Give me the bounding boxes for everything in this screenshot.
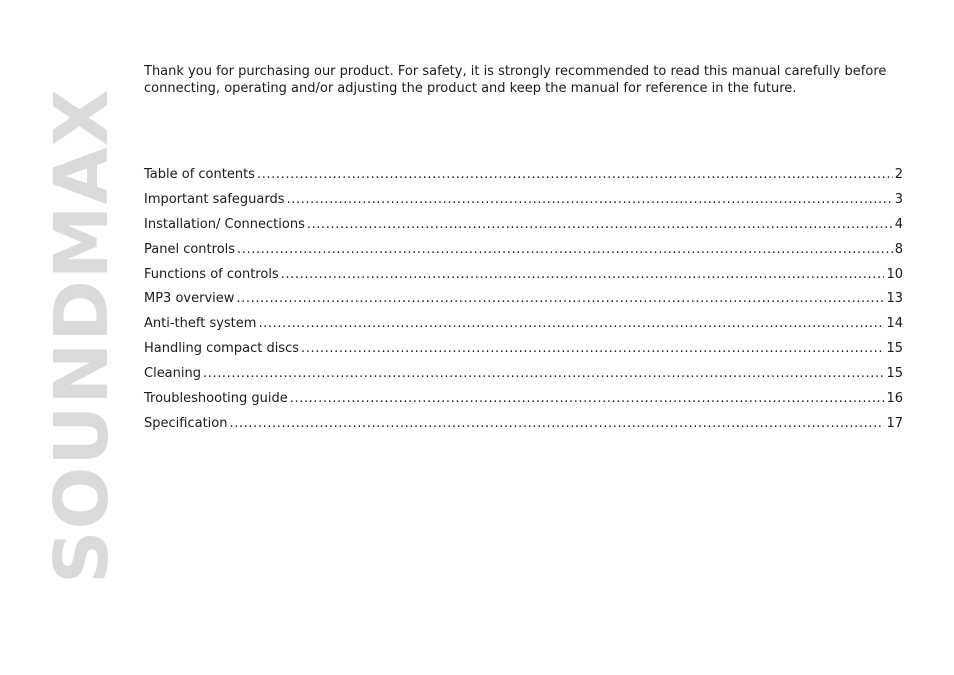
toc-leader-dots xyxy=(229,415,884,433)
toc-leader-dots xyxy=(203,365,884,383)
toc-entry-title: Installation/ Connections xyxy=(144,216,305,232)
table-of-contents xyxy=(144,166,903,440)
toc-entry-page: 8 xyxy=(894,241,903,257)
toc-entry[interactable] xyxy=(144,216,903,241)
toc-leader-dots xyxy=(281,266,885,284)
toc-entry-title: Troubleshooting guide xyxy=(144,391,288,407)
toc-entry[interactable] xyxy=(144,266,903,291)
toc-entry[interactable] xyxy=(144,241,903,266)
toc-leader-dots xyxy=(257,166,893,184)
toc-entry-page: 2 xyxy=(894,167,903,182)
toc-leader-dots xyxy=(287,191,893,209)
toc-entry-page: 4 xyxy=(894,216,903,232)
toc-entry[interactable] xyxy=(144,415,903,440)
toc-entry-page: 16 xyxy=(886,391,903,407)
toc-entry-page: 15 xyxy=(886,366,903,382)
toc-entry[interactable] xyxy=(144,340,903,365)
toc-entry[interactable] xyxy=(144,365,903,390)
toc-entry[interactable] xyxy=(144,315,903,340)
toc-leader-dots xyxy=(258,315,884,333)
toc-entry-title: Cleaning xyxy=(144,366,201,382)
toc-leader-dots xyxy=(237,241,893,259)
toc-entry-page: 10 xyxy=(886,266,903,282)
toc-entry-page: 15 xyxy=(886,341,903,357)
toc-entry-title: Functions of controls xyxy=(144,266,279,282)
toc-entry[interactable] xyxy=(144,390,903,415)
toc-leader-dots xyxy=(301,340,884,358)
toc-entry-title: Handling compact discs xyxy=(144,341,299,357)
toc-entry-page: 14 xyxy=(886,316,903,332)
toc-entry-title: MP3 overview xyxy=(144,291,235,307)
brand-watermark xyxy=(39,44,125,628)
brand-watermark-text: SOUNDMAX xyxy=(39,88,125,584)
toc-entry-page: 3 xyxy=(894,191,903,207)
toc-entry-title: Panel controls xyxy=(144,241,236,257)
toc-entry[interactable] xyxy=(144,290,903,315)
toc-entry-title: Important safeguards xyxy=(144,191,285,207)
toc-entry-title: Anti-theft system xyxy=(144,316,257,332)
toc-entry-title: Specification xyxy=(144,415,228,431)
toc-entry-title: Table of contents xyxy=(144,167,255,182)
toc-leader-dots xyxy=(290,390,885,408)
toc-entry-page: 13 xyxy=(886,291,903,307)
toc-leader-dots xyxy=(307,216,893,234)
intro-paragraph: Thank you for purchasing our product. For safety, it is strongly recommended to read this manual carefully before connecting, operating and/or adjusting the product and keep the manual for reference in the future. xyxy=(144,64,887,96)
toc-leader-dots xyxy=(236,290,884,308)
toc-entry-page: 17 xyxy=(886,415,903,431)
toc-entry[interactable] xyxy=(144,166,903,191)
toc-entry[interactable] xyxy=(144,191,903,216)
